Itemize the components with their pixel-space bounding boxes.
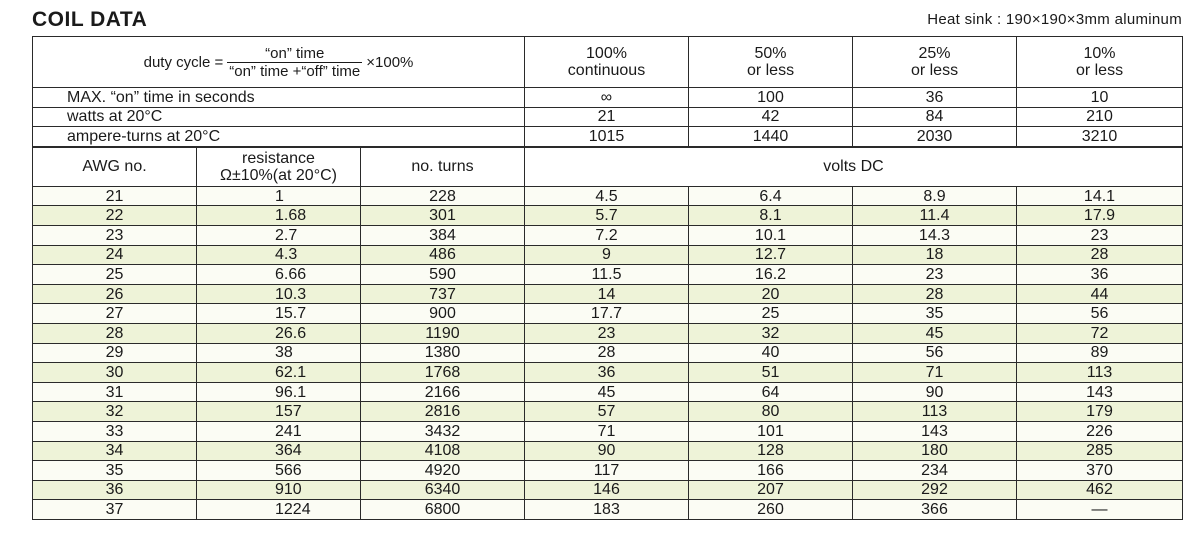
coil-data-table (32, 36, 1183, 520)
volts-cell: 14.1 (1017, 186, 1183, 206)
resistance-cell: 1224 (197, 500, 361, 520)
turns-cell: 1768 (361, 363, 525, 383)
duty-qualifier: continuous (567, 62, 646, 79)
table-row (33, 284, 1183, 304)
turns-header: no. turns (361, 147, 525, 187)
volts-cell: 32 (689, 323, 853, 343)
awg-cell: 37 (33, 500, 197, 520)
volts-cell: 8.1 (689, 206, 853, 226)
table-row (33, 363, 1183, 383)
awg-cell: 27 (33, 304, 197, 324)
duty-column-header (1017, 37, 1183, 88)
rating-label: watts at 20°C (33, 107, 525, 127)
volts-cell: 11.4 (853, 206, 1017, 226)
turns-cell: 228 (361, 186, 525, 206)
volts-cell: 462 (1017, 480, 1183, 500)
duty-cycle-multiplier: ×100% (366, 53, 414, 71)
resistance-header-line2: Ω±10%(at 20°C) (220, 166, 337, 184)
column-header-row (33, 147, 1183, 187)
awg-cell: 29 (33, 343, 197, 363)
turns-cell: 486 (361, 245, 525, 265)
rating-value: 2030 (853, 127, 1017, 147)
rating-value: 1440 (689, 127, 853, 147)
volts-cell: 17.9 (1017, 206, 1183, 226)
volts-cell: 10.1 (689, 225, 853, 245)
rating-value: 21 (525, 107, 689, 127)
rating-section (33, 37, 1183, 187)
resistance-cell: 26.6 (197, 323, 361, 343)
volts-cell: 36 (525, 363, 689, 383)
awg-cell: 25 (33, 265, 197, 285)
volts-cell: 51 (689, 363, 853, 383)
table-row (33, 402, 1183, 422)
resistance-cell: 1 (197, 186, 361, 206)
volts-cell: 40 (689, 343, 853, 363)
rating-value: 84 (853, 107, 1017, 127)
awg-cell: 28 (33, 323, 197, 343)
awg-cell: 34 (33, 441, 197, 461)
volts-cell: 36 (1017, 265, 1183, 285)
table-row (33, 480, 1183, 500)
turns-cell: 1380 (361, 343, 525, 363)
rating-value: 3210 (1017, 127, 1183, 147)
volts-cell: 23 (1017, 225, 1183, 245)
volts-cell: 56 (1017, 304, 1183, 324)
rating-value: ∞ (525, 88, 689, 108)
volts-cell: 16.2 (689, 265, 853, 285)
table-row (33, 382, 1183, 402)
volts-cell: 143 (853, 421, 1017, 441)
resistance-header (197, 147, 361, 187)
awg-cell: 22 (33, 206, 197, 226)
awg-header: AWG no. (33, 147, 197, 187)
awg-cell: 23 (33, 225, 197, 245)
awg-cell: 26 (33, 284, 197, 304)
resistance-cell: 157 (197, 402, 361, 422)
volts-cell: 80 (689, 402, 853, 422)
volts-cell: 14 (525, 284, 689, 304)
volts-cell: 128 (689, 441, 853, 461)
table-row (33, 304, 1183, 324)
turns-cell: 384 (361, 225, 525, 245)
volts-cell: 207 (689, 480, 853, 500)
volts-cell: 45 (853, 323, 1017, 343)
volts-cell: — (1017, 500, 1183, 520)
resistance-cell: 4.3 (197, 245, 361, 265)
volts-cell: 113 (853, 402, 1017, 422)
volts-cell: 20 (689, 284, 853, 304)
turns-cell: 6340 (361, 480, 525, 500)
resistance-header-line1: resistance (242, 149, 315, 167)
rating-label: MAX. “on” time in seconds (33, 88, 525, 108)
page-title: COIL DATA (32, 8, 148, 31)
volts-cell: 7.2 (525, 225, 689, 245)
duty-cycle-row (33, 37, 1183, 88)
table-row (33, 441, 1183, 461)
turns-cell: 4108 (361, 441, 525, 461)
awg-cell: 32 (33, 402, 197, 422)
volts-cell: 14.3 (853, 225, 1017, 245)
volts-cell: 72 (1017, 323, 1183, 343)
resistance-cell: 364 (197, 441, 361, 461)
table-row (33, 461, 1183, 481)
duty-qualifier: or less (910, 62, 959, 79)
volts-cell: 90 (525, 441, 689, 461)
resistance-cell: 6.66 (197, 265, 361, 285)
rating-value: 1015 (525, 127, 689, 147)
resistance-cell: 241 (197, 421, 361, 441)
volts-cell: 28 (853, 284, 1017, 304)
resistance-cell: 2.7 (197, 225, 361, 245)
duty-column-header (525, 37, 689, 88)
resistance-cell: 1.68 (197, 206, 361, 226)
rating-row-ampere-turns (33, 127, 1183, 147)
table-row (33, 323, 1183, 343)
turns-cell: 737 (361, 284, 525, 304)
coil-rows (33, 186, 1183, 519)
volts-cell: 8.9 (853, 186, 1017, 206)
volts-cell: 146 (525, 480, 689, 500)
awg-cell: 30 (33, 363, 197, 383)
awg-cell: 36 (33, 480, 197, 500)
volts-cell: 35 (853, 304, 1017, 324)
volts-cell: 44 (1017, 284, 1183, 304)
turns-cell: 4920 (361, 461, 525, 481)
volts-cell: 6.4 (689, 186, 853, 206)
volts-cell: 113 (1017, 363, 1183, 383)
resistance-cell: 566 (197, 461, 361, 481)
table-row (33, 225, 1183, 245)
volts-cell: 117 (525, 461, 689, 481)
duty-column-header (689, 37, 853, 88)
turns-cell: 2816 (361, 402, 525, 422)
volts-cell: 45 (525, 382, 689, 402)
volts-cell: 101 (689, 421, 853, 441)
awg-cell: 24 (33, 245, 197, 265)
volts-cell: 370 (1017, 461, 1183, 481)
awg-cell: 35 (33, 461, 197, 481)
resistance-cell: 910 (197, 480, 361, 500)
duty-cycle-label: duty cycle = (143, 53, 224, 71)
table-row (33, 206, 1183, 226)
volts-cell: 12.7 (689, 245, 853, 265)
volts-cell: 4.5 (525, 186, 689, 206)
resistance-cell: 10.3 (197, 284, 361, 304)
volts-cell: 166 (689, 461, 853, 481)
volts-cell: 23 (525, 323, 689, 343)
table-row (33, 186, 1183, 206)
resistance-cell: 62.1 (197, 363, 361, 383)
volts-cell: 180 (853, 441, 1017, 461)
awg-cell: 21 (33, 186, 197, 206)
table-row (33, 421, 1183, 441)
duty-percent: 100% (586, 45, 627, 62)
volts-cell: 71 (853, 363, 1017, 383)
volts-cell: 5.7 (525, 206, 689, 226)
volts-cell: 90 (853, 382, 1017, 402)
rating-value: 210 (1017, 107, 1183, 127)
table-row (33, 343, 1183, 363)
volts-cell: 25 (689, 304, 853, 324)
awg-cell: 31 (33, 382, 197, 402)
turns-cell: 900 (361, 304, 525, 324)
rating-value: 100 (689, 88, 853, 108)
resistance-cell: 15.7 (197, 304, 361, 324)
volts-cell: 179 (1017, 402, 1183, 422)
volts-cell: 183 (525, 500, 689, 520)
volts-cell: 234 (853, 461, 1017, 481)
volts-cell: 28 (1017, 245, 1183, 265)
rating-row-watts (33, 107, 1183, 127)
volts-cell: 64 (689, 382, 853, 402)
duty-qualifier: or less (1075, 62, 1124, 79)
volts-cell: 9 (525, 245, 689, 265)
duty-percent: 25% (918, 45, 951, 62)
volts-cell: 292 (853, 480, 1017, 500)
awg-cell: 33 (33, 421, 197, 441)
duty-percent: 10% (1083, 45, 1116, 62)
rating-label: ampere-turns at 20°C (33, 127, 525, 147)
volts-cell: 28 (525, 343, 689, 363)
duty-percent: 50% (754, 45, 787, 62)
duty-cycle-fraction (227, 45, 362, 80)
turns-cell: 1190 (361, 323, 525, 343)
heat-sink-note: Heat sink : 190×190×3mm aluminum (927, 11, 1182, 28)
table-row (33, 500, 1183, 520)
volts-cell: 18 (853, 245, 1017, 265)
resistance-cell: 38 (197, 343, 361, 363)
volts-cell: 143 (1017, 382, 1183, 402)
volts-cell: 11.5 (525, 265, 689, 285)
volts-cell: 366 (853, 500, 1017, 520)
volts-cell: 89 (1017, 343, 1183, 363)
rating-value: 10 (1017, 88, 1183, 108)
duty-cycle-formula (33, 37, 525, 88)
turns-cell: 6800 (361, 500, 525, 520)
volts-cell: 226 (1017, 421, 1183, 441)
turns-cell: 590 (361, 265, 525, 285)
rating-value: 36 (853, 88, 1017, 108)
volts-cell: 23 (853, 265, 1017, 285)
volts-cell: 71 (525, 421, 689, 441)
turns-cell: 2166 (361, 382, 525, 402)
table-row (33, 265, 1183, 285)
duty-qualifier: or less (746, 62, 795, 79)
duty-column-header (853, 37, 1017, 88)
duty-cycle-numerator: “on” time (265, 44, 325, 62)
resistance-cell: 96.1 (197, 382, 361, 402)
volts-cell: 260 (689, 500, 853, 520)
volts-cell: 285 (1017, 441, 1183, 461)
rating-row-max-on-time (33, 88, 1183, 108)
table-row (33, 245, 1183, 265)
turns-cell: 3432 (361, 421, 525, 441)
volts-cell: 17.7 (525, 304, 689, 324)
rating-value: 42 (689, 107, 853, 127)
volts-header: volts DC (525, 147, 1183, 187)
duty-cycle-denominator: “on” time +“off” time (229, 62, 361, 80)
volts-cell: 57 (525, 402, 689, 422)
turns-cell: 301 (361, 206, 525, 226)
volts-cell: 56 (853, 343, 1017, 363)
